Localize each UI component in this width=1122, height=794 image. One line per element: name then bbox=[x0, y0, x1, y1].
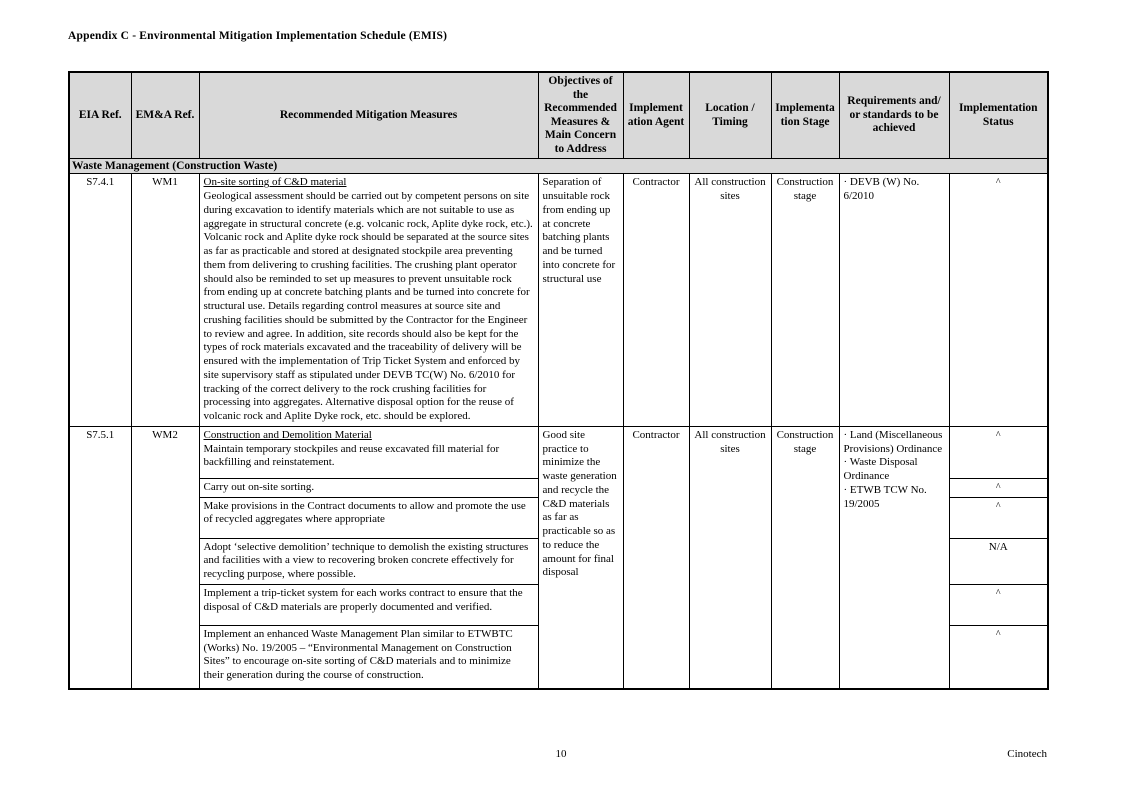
status-mark: ^ bbox=[995, 429, 1001, 441]
col-header-requirements: Requirements and/ or standards to be achieved bbox=[839, 72, 949, 159]
requirement-item: · DEVB (W) No. 6/2010 bbox=[843, 176, 920, 203]
page-number: 10 bbox=[555, 748, 567, 760]
col-header-ema-ref: EM&A Ref. bbox=[131, 72, 199, 159]
status-cell bbox=[949, 625, 1048, 689]
stage-cell: Construction stage bbox=[771, 426, 839, 689]
measure-cell bbox=[199, 426, 538, 478]
header-row bbox=[69, 72, 1048, 159]
agent-cell: Contractor bbox=[623, 426, 689, 689]
section-title: Waste Management (Construction Waste) bbox=[69, 159, 1048, 174]
measure-title: Construction and Demolition Material bbox=[203, 428, 372, 441]
measure-cell bbox=[199, 174, 538, 427]
requirement-item: · Land (Miscellaneous Provisions) Ordinance bbox=[843, 428, 943, 455]
status-mark: ^ bbox=[995, 500, 1001, 512]
status-cell: N/A bbox=[949, 538, 1048, 584]
col-header-measures: Recommended Mitigation Measures bbox=[199, 72, 538, 159]
measure-body: Geological assessment should be carried out by competent persons on site during excavation to identify materials which are not suitable to use as aggregate in structural concrete (e.g. volcanic rock, Aplite dyke rock, etc.). Volcanic rock and Aplite dyke rock should be separated at the source sites as far as practicable and stored at designated stockpile area preventing them from delivering to crushing facilities. The crushing plant operator should also be reminded to set up measures to prevent unsuitable rock from ending up at concrete batching plants and be turned into concrete for structural use. Details regarding control measures at source site and crushing facilities should be submitted by the Contractor for the Engineer to review and agree. In addition, site records should also be kept for the types of rock materials excavated and the traceability of delivery will be ensured with the implementation of Trip Ticket System and enforced by site supervisory staff as stipulated under DEVB TC(W) No. 6/2010 for tracking of the correct delivery to the rock crushing facilities for processing into aggregates. Alternative disposal option for the reuse of volcanic rock and Aplite Dyke rock, etc. should be explored. bbox=[203, 190, 533, 423]
status-mark: ^ bbox=[995, 587, 1001, 599]
col-header-status: Implementation Status bbox=[949, 72, 1048, 159]
table-row-wm2 bbox=[69, 426, 1048, 478]
section-row bbox=[69, 159, 1048, 174]
col-header-eia-ref: EIA Ref. bbox=[69, 72, 131, 159]
measure-title: On-site sorting of C&D material bbox=[203, 176, 347, 189]
location-cell: All construction sites bbox=[689, 426, 771, 689]
status-cell bbox=[949, 584, 1048, 625]
measure-cell: Adopt ‘selective demolition’ technique to demolish the existing structures and facilities with a view to recovering broken concrete effectively for recycling purpose, where possible. bbox=[199, 538, 538, 584]
col-header-agent: Implementation Agent bbox=[623, 72, 689, 159]
agent-cell: Contractor bbox=[623, 174, 689, 427]
measure-body: Maintain temporary stockpiles and reuse excavated fill material for backfilling and reinstatement. bbox=[203, 442, 500, 469]
emis-table bbox=[68, 71, 1049, 690]
eia-ref-cell: S7.4.1 bbox=[69, 174, 131, 427]
requirements-cell bbox=[839, 174, 949, 427]
footer-company: Cinotech bbox=[1007, 748, 1047, 760]
measure-cell: Make provisions in the Contract documents to allow and promote the use of recycled aggregates where appropriate bbox=[199, 497, 538, 538]
status-cell bbox=[949, 426, 1048, 478]
objectives-cell: Good site practice to minimize the waste generation and recycle the C&D materials as far as practicable so as to reduce the amount for final disposal bbox=[538, 426, 623, 689]
status-mark: ^ bbox=[995, 481, 1001, 493]
requirements-cell bbox=[839, 426, 949, 689]
requirement-item: · ETWB TCW No. 19/2005 bbox=[843, 483, 927, 510]
status-cell bbox=[949, 497, 1048, 538]
col-header-objectives: Objectives of the Recommended Measures & Main Concern to Address bbox=[538, 72, 623, 159]
ema-ref-cell: WM1 bbox=[131, 174, 199, 427]
status-mark: ^ bbox=[995, 628, 1001, 640]
requirement-item: · Waste Disposal Ordinance bbox=[843, 456, 918, 483]
objectives-cell: Separation of unsuitable rock from ending up at concrete batching plants and be turned into concrete for structural use bbox=[538, 174, 623, 427]
ema-ref-cell: WM2 bbox=[131, 426, 199, 689]
appendix-title: Appendix C - Environmental Mitigation Implementation Schedule (EMIS) bbox=[68, 30, 448, 42]
location-cell: All construction sites bbox=[689, 174, 771, 427]
measure-cell: Implement a trip-ticket system for each works contract to ensure that the disposal of C&D materials are properly documented and verified. bbox=[199, 584, 538, 625]
table-row-wm1 bbox=[69, 174, 1048, 427]
col-header-location-timing: Location / Timing bbox=[689, 72, 771, 159]
col-header-stage: Implementation Stage bbox=[771, 72, 839, 159]
measure-cell: Carry out on-site sorting. bbox=[199, 478, 538, 497]
stage-cell: Construction stage bbox=[771, 174, 839, 427]
status-mark: ^ bbox=[995, 177, 1001, 189]
status-cell bbox=[949, 174, 1048, 427]
eia-ref-cell: S7.5.1 bbox=[69, 426, 131, 689]
status-cell bbox=[949, 478, 1048, 497]
measure-cell: Implement an enhanced Waste Management Plan similar to ETWBTC (Works) No. 19/2005 – “Environmental Management on Construction Sites” to encourage on-site sorting of C&D materials and to minimize their generation during the course of construction. bbox=[199, 625, 538, 689]
